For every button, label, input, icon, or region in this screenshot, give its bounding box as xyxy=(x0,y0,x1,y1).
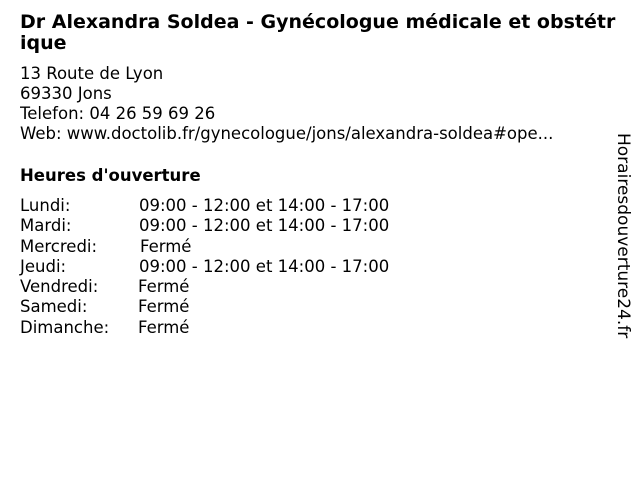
hours-value: Fermé xyxy=(138,277,190,297)
day-label: Vendredi: xyxy=(20,277,99,297)
hours-value: Fermé xyxy=(138,297,190,317)
page-title: Dr Alexandra Soldea - Gynécologue médicale et obstétrique xyxy=(20,11,616,54)
address-block xyxy=(20,64,610,144)
day-label: Lundi: xyxy=(20,196,71,215)
day-label: Mercredi: xyxy=(20,236,98,256)
phone-number: Telefon: 04 26 59 69 26 xyxy=(20,104,216,123)
hours-row-dimanche xyxy=(20,318,610,338)
website-link[interactable]: Web: www.doctolib.fr/gynecologue/jons/alexandra-soldea#ope... xyxy=(20,124,554,143)
hours-value: 09:00 - 12:00 et 14:00 - 17:00 xyxy=(139,196,390,215)
hours-row-mercredi xyxy=(20,237,610,257)
hours-row-lundi xyxy=(20,196,610,216)
hours-value: Fermé xyxy=(138,317,190,337)
city-postal: 69330 Jons xyxy=(20,84,112,103)
day-label: Samedi: xyxy=(20,297,88,317)
hours-row-jeudi xyxy=(20,257,610,277)
hours-row-vendredi xyxy=(20,277,610,297)
site-watermark: Horairesdouverture24.fr xyxy=(613,133,633,339)
hours-row-mardi xyxy=(20,216,610,236)
hours-value: Fermé xyxy=(140,236,192,256)
day-label: Jeudi: xyxy=(20,256,67,276)
hours-value: 09:00 - 12:00 et 14:00 - 17:00 xyxy=(139,216,390,236)
day-label: Mardi: xyxy=(20,216,72,236)
day-label: Dimanche: xyxy=(20,317,110,337)
business-card xyxy=(20,11,616,338)
street-address: 13 Route de Lyon xyxy=(20,64,164,83)
opening-hours-table xyxy=(20,196,610,338)
hours-row-samedi xyxy=(20,297,610,317)
opening-hours-heading: Heures d'ouverture xyxy=(20,166,201,185)
hours-value: 09:00 - 12:00 et 14:00 - 17:00 xyxy=(139,256,390,276)
